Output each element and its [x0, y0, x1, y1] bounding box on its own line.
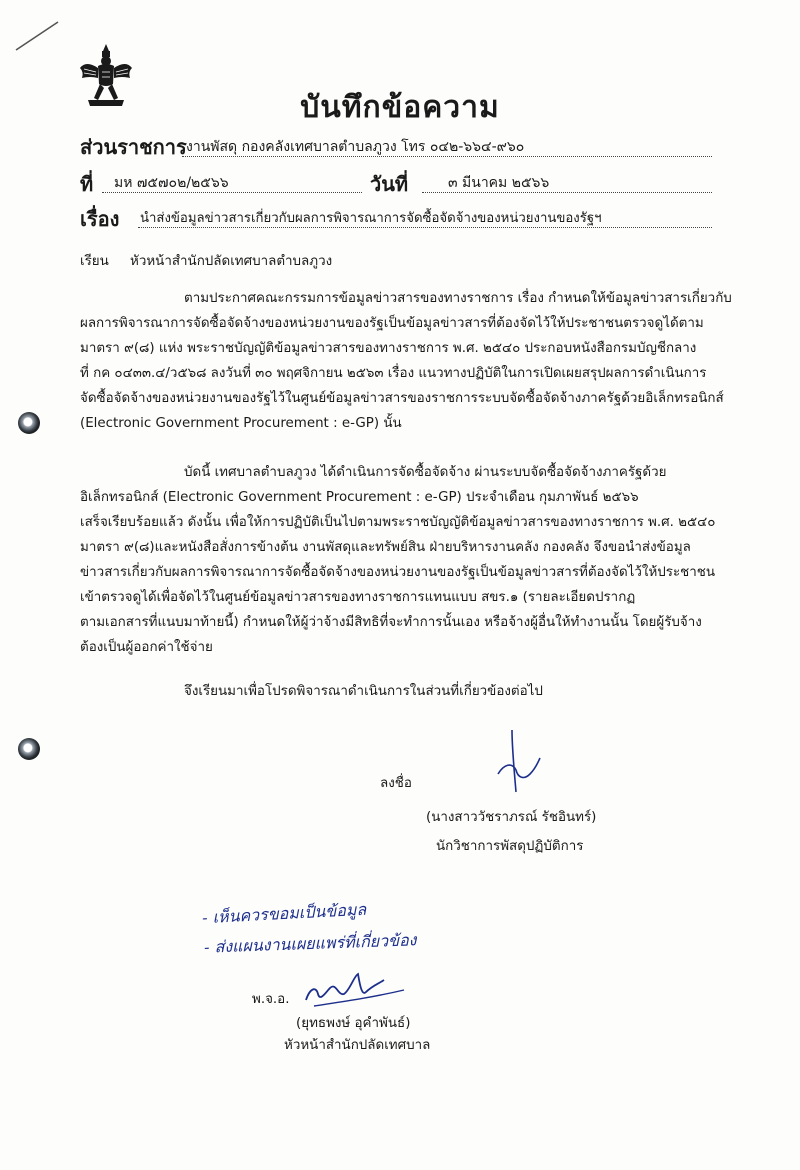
para2-line2: อิเล็กทรอนิกส์ (Electronic Government Procurement : e-GP) ประจำเดือน กุมภาพันธ์ ๒๕๖๖	[80, 490, 639, 505]
para2-line1: บัดนี้ เทศบาลตำบลภูวง ได้ดำเนินการจัดซื้อจัดจ้าง ผ่านระบบจัดซื้อจัดจ้างภาครัฐด้วย	[184, 465, 667, 480]
agency-label: ส่วนราชการ	[80, 135, 187, 159]
endorser-signature	[300, 962, 410, 1012]
para2-line4: มาตรา ๙(๘)และหนังสือสั่งการข้างต้น งานพัสดุและทรัพย์สิน ฝ่ายบริหารงานคลัง กองคลัง จึงขอนำส่งข้อมูล	[80, 540, 691, 555]
para2-line5: ข่าวสารเกี่ยวกับผลการพิจารณาการจัดซื้อจัดจ้างของหน่วยงานของรัฐเป็นข้อมูลข่าวสารที่ต้องจัดไว้ให้ประชาชน	[80, 565, 716, 580]
para1-line6: (Electronic Government Procurement : e-GP) นั้น	[80, 416, 402, 431]
sign-label: ลงชื่อ	[380, 776, 412, 791]
para2-line3: เสร็จเรียบร้อยแล้ว ดังนั้น เพื่อให้การปฏิบัติเป็นไปตามพระราชบัญญัติข้อมูลข่าวสารของทางราชการ พ.ศ. ๒๕๔๐	[80, 515, 716, 530]
signer-name: (นางสาววัชราภรณ์ รัชอินทร์)	[426, 810, 597, 825]
subject-value: นำส่งข้อมูลข่าวสารเกี่ยวกับผลการพิจารณาการจัดซื้อจัดจ้างของหน่วยงานของรัฐฯ	[140, 211, 602, 226]
para1-line1: ตามประกาศคณะกรรมการข้อมูลข่าวสารของทางราชการ เรื่อง กำหนดให้ข้อมูลข่าวสารเกี่ยวกับ	[184, 291, 732, 306]
para2-line8: ต้องเป็นผู้ออกค่าใช้จ่าย	[80, 640, 213, 655]
salutation-value: หัวหน้าสำนักปลัดเทศบาลตำบลภูวง	[130, 254, 333, 269]
endorser-prefix: พ.จ.อ.	[252, 992, 290, 1007]
endorser-position: หัวหน้าสำนักปลัดเทศบาล	[284, 1038, 431, 1053]
doc-no-value: มห ๗๕๗๐๒/๒๕๖๖	[114, 175, 229, 191]
closing-line: จึงเรียนมาเพื่อโปรดพิจารณาดำเนินการในส่วนที่เกี่ยวข้องต่อไป	[184, 684, 543, 699]
pen-mark	[12, 18, 62, 54]
signer-position: นักวิชาการพัสดุปฏิบัติการ	[436, 839, 584, 854]
para2-line6: เข้าตรวจดูได้เพื่อจัดไว้ในศูนย์ข้อมูลข่าวสารของทางราชการแทนแบบ สขร.๑ (รายละเอียดปรากฏ	[80, 590, 636, 605]
signature-scribble	[490, 728, 560, 798]
handwritten-note-line1: - เห็นควรขอมเป็นข้อมูล	[201, 899, 367, 928]
para1-line3: มาตรา ๙(๘) แห่ง พระราชบัญญัติข้อมูลข่าวสารของทางราชการ พ.ศ. ๒๕๔๐ ประกอบหนังสือกรมบัญชีกลาง	[80, 341, 697, 356]
para1-line4: ที่ กค ๐๔๓๓.๔/ว๕๖๘ ลงวันที่ ๓๐ พฤศจิกายน ๒๕๖๓ เรื่อง แนวทางปฏิบัติในการเปิดเผยสรุปผลการดำเนินการ	[80, 366, 707, 381]
para1-line5: จัดซื้อจัดจ้างของหน่วยงานของรัฐไว้ในศูนย์ข้อมูลข่าวสารของราชการระบบจัดซื้อจัดจ้างภาครัฐด้วยอิเล็กทรอนิกส์	[80, 391, 724, 406]
punch-hole-top	[18, 412, 40, 434]
date-value: ๓ มีนาคม ๒๕๖๖	[448, 175, 550, 191]
punch-hole-bottom	[18, 738, 40, 760]
memo-title: บันทึกข้อความ	[300, 90, 500, 125]
salutation-label: เรียน	[80, 254, 109, 269]
endorser-name: (ยุทธพงษ์ อุคำพันธ์)	[296, 1016, 411, 1031]
para1-line2: ผลการพิจารณาการจัดซื้อจัดจ้างของหน่วยงานของรัฐเป็นข้อมูลข่าวสารที่ต้องจัดไว้ให้ประชาชนตรวจดูได้ตาม	[80, 316, 704, 331]
subject-label: เรื่อง	[80, 207, 120, 231]
handwritten-note-line2: - ส่งแผนงานเผยแพร่ที่เกี่ยวข้อง	[203, 930, 417, 957]
date-label: วันที่	[370, 172, 409, 196]
agency-value: งานพัสดุ กองคลังเทศบาลตำบลภูวง โทร ๐๔๒-๖๖๔-๙๖๐	[186, 139, 525, 155]
para2-line7: ตามเอกสารที่แนบมาท้ายนี้) กำหนดให้ผู้ว่าจ้างมีสิทธิที่จะทำการนั้นเอง หรือจ้างผู้อื่นให้ทำงานนั้น โดยผู้รับจ้าง	[80, 615, 702, 630]
doc-no-label: ที่	[80, 172, 94, 196]
